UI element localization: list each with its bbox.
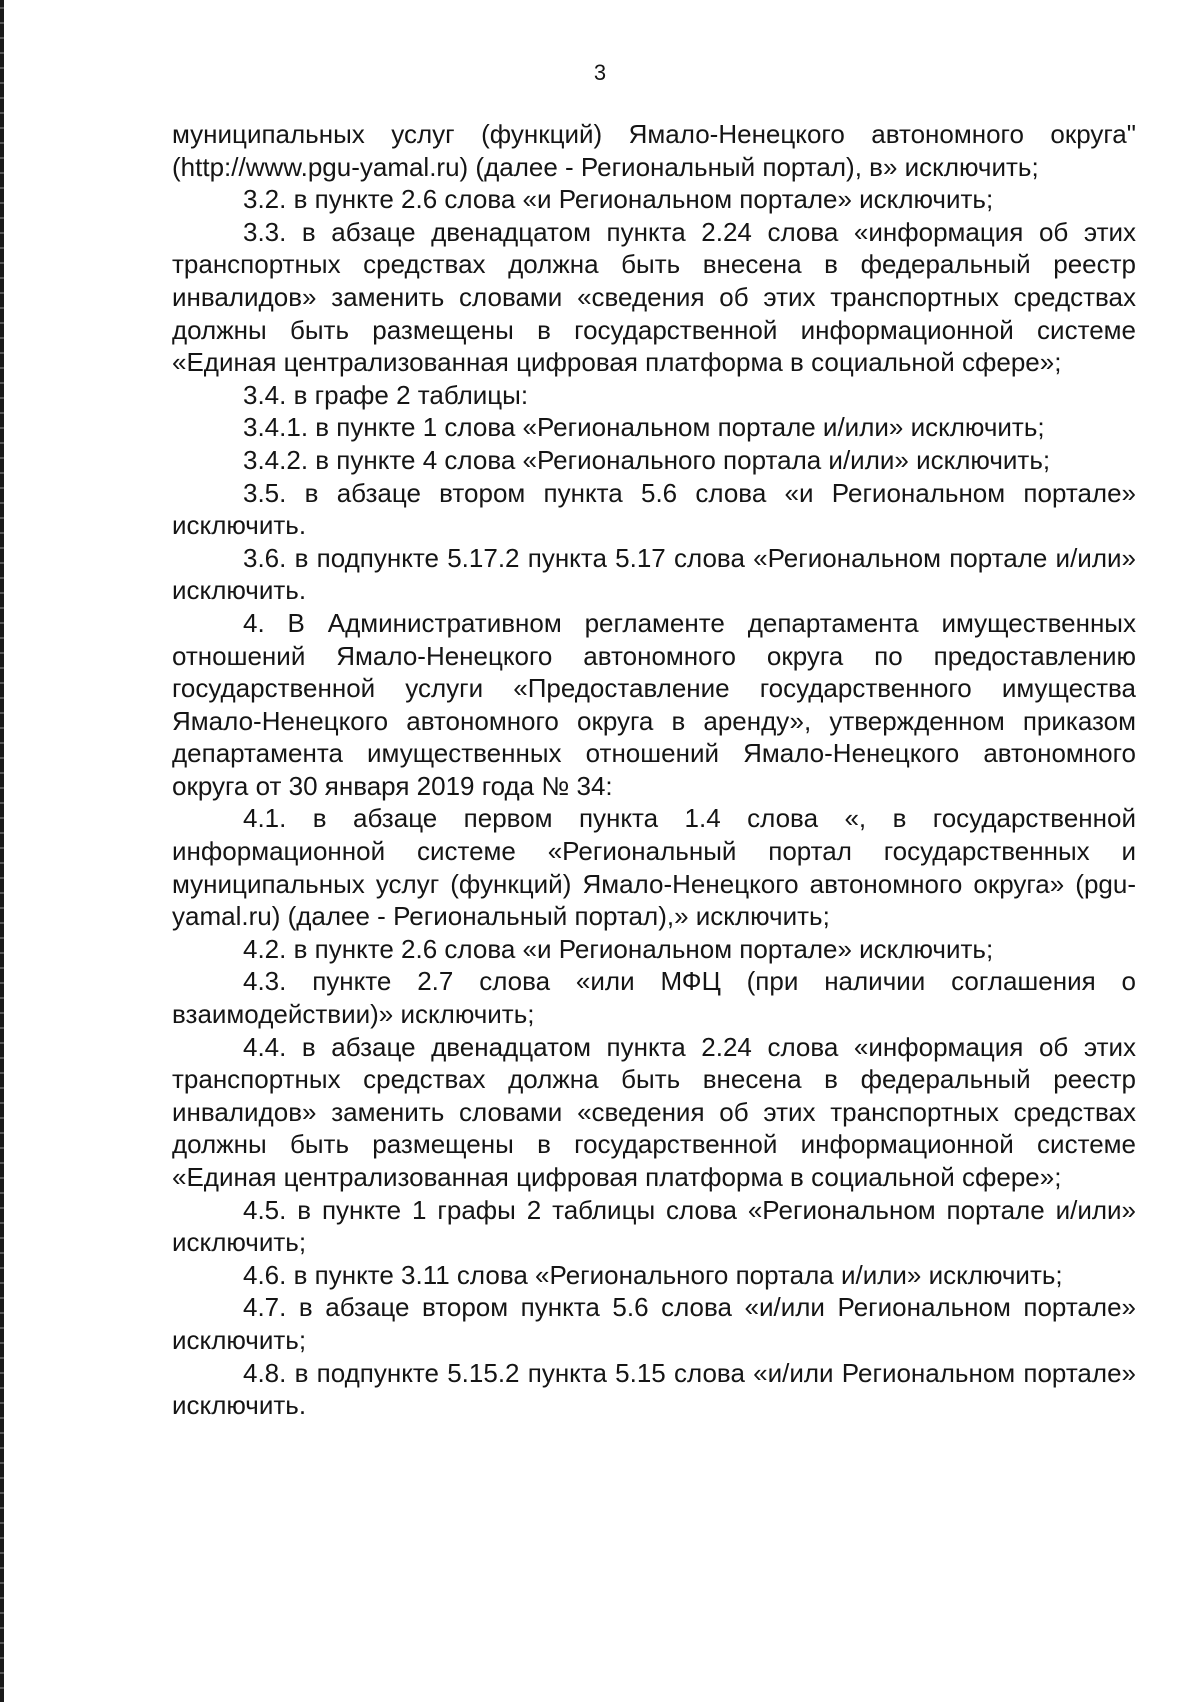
paragraph: 3.5. в абзаце втором пункта 5.6 слова «и Региональном портале» исключить. — [172, 477, 1136, 541]
paragraph: 3.4. в графе 2 таблицы: — [243, 379, 529, 410]
document-body — [172, 118, 1136, 1422]
paragraph: 3.4.2. в пункте 4 слова «Регионального портала и/или» исключить; — [243, 444, 1051, 475]
paragraph: 4.4. в абзаце двенадцатом пункта 2.24 слова «информация об этих транспортных средствах должна быть внесена в федеральный реестр инвалидов» заменить словами «сведения об этих транспортных средствах должны быть размещены в государственной информационной системе «Единая централизованная цифровая платформа в социальной сфере»; — [172, 1031, 1136, 1192]
paragraph: 3.2. в пункте 2.6 слова «и Региональном портале» исключить; — [243, 184, 994, 215]
paragraph: 3.3. в абзаце двенадцатом пункта 2.24 слова «информация об этих транспортных средствах должна быть внесена в федеральный реестр инвалидов» заменить словами «сведения об этих транспортных средствах должны быть размещены в государственной информационной системе «Единая централизованная цифровая платформа в социальной сфере»; — [172, 216, 1136, 378]
paragraph: 3.6. в подпункте 5.17.2 пункта 5.17 слова «Региональном портале и/или» исключить. — [172, 542, 1136, 606]
scan-edge-border — [0, 0, 4, 1702]
paragraph: 4.3. пункте 2.7 слова «или МФЦ (при наличии соглашения о взаимодействии)» исключить; — [172, 966, 1136, 1030]
paragraph: 4.1. в абзаце первом пункта 1.4 слова «, в государственной информационной системе «Региональный портал государственных и муниципальных услуг (функций) Ямало-Ненецкого автономного округа» (pgu-yamal.ru) (далее - Региональный портал),» исключить; — [172, 803, 1136, 932]
page-number: 3 — [593, 60, 607, 85]
paragraph: 3.4.1. в пункте 1 слова «Региональном портале и/или» исключить; — [243, 412, 1045, 443]
paragraph: 4.2. в пункте 2.6 слова «и Региональном портале» исключить; — [243, 933, 994, 964]
paragraph: 4.7. в абзаце втором пункта 5.6 слова «и/или Региональном портале» исключить; — [172, 1292, 1136, 1355]
paragraph: 4.6. в пункте 3.11 слова «Регионального портала и/или» исключить; — [243, 1259, 1063, 1290]
paragraph: 4. В Административном регламенте департамента имущественных отношений Ямало-Ненецкого автономного округа по предоставлению государственной услуги «Предоставление государственного имущества Ямало-Ненецкого автономного округа в аренду», утвержденном приказом департамента имущественных отношений Ямало-Ненецкого автономного округа от 30 января 2019 года № 34: — [172, 607, 1136, 801]
paragraph: муниципальных услуг (функций) Ямало-Ненецкого автономного округа" (http://www.pgu-yamal.ru) (далее - Региональный портал), в» исключить; — [172, 119, 1136, 182]
paragraph: 4.5. в пункте 1 графы 2 таблицы слова «Региональном портале и/или» исключить; — [172, 1194, 1136, 1258]
paragraph: 4.8. в подпункте 5.15.2 пункта 5.15 слова «и/или Региональном портале» исключить. — [172, 1357, 1136, 1421]
